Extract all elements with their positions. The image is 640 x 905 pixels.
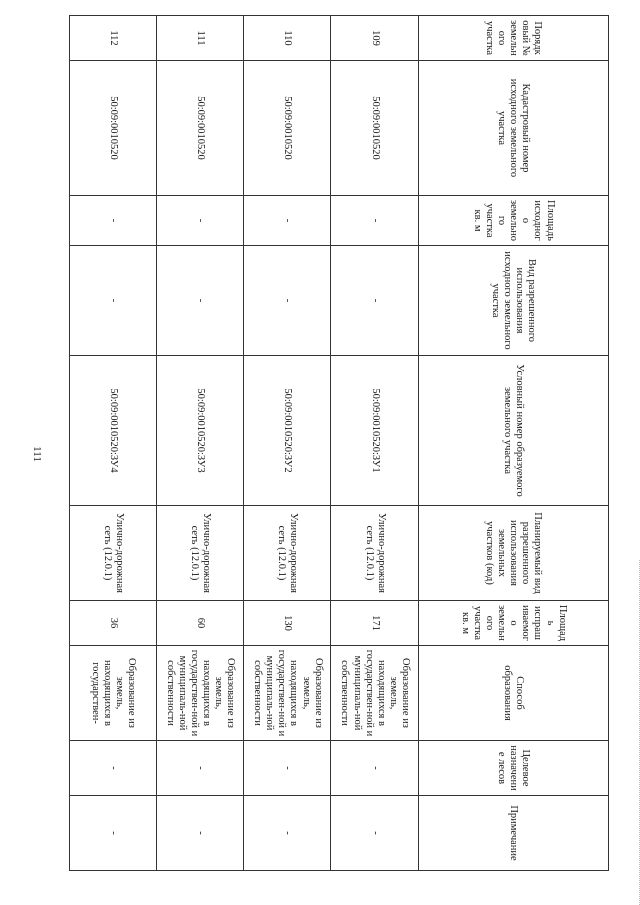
cell-source-area: - xyxy=(157,196,244,246)
cell-cadastral-number: 50:09:0010520 xyxy=(331,61,418,196)
cell-note: - xyxy=(331,796,418,871)
cell-formation-method: Образование из земель, находящихся в государствен-ной и муниципаль-ной собственности xyxy=(331,646,418,741)
cell-source-permitted-use: - xyxy=(157,246,244,356)
cell-source-area: - xyxy=(244,196,331,246)
cell-requested-area: 130 xyxy=(244,601,331,646)
cell-plot-number: 111 xyxy=(157,16,244,61)
header-plot-number: Порядковый № земельного участка xyxy=(418,16,608,61)
cell-forest-purpose: - xyxy=(157,741,244,796)
table-row xyxy=(244,16,331,871)
cell-plot-number: 112 xyxy=(70,16,157,61)
cell-forest-purpose: - xyxy=(70,741,157,796)
cell-source-permitted-use: - xyxy=(244,246,331,356)
cell-plot-number: 110 xyxy=(244,16,331,61)
cell-source-area: - xyxy=(331,196,418,246)
cell-requested-area: 36 xyxy=(70,601,157,646)
header-cadastral-number: Кадастровый номер исходного земельного участка xyxy=(418,61,608,196)
header-planned-use: Планируемый вид разрешенного использования земельных участков (код) xyxy=(418,506,608,601)
cell-conditional-number: 50:09:0010520:ЗУ2 xyxy=(244,356,331,506)
cell-forest-purpose: - xyxy=(331,741,418,796)
cell-note: - xyxy=(157,796,244,871)
cell-conditional-number: 50:09:0010520:ЗУ4 xyxy=(70,356,157,506)
land-plots-table xyxy=(69,15,609,870)
cell-planned-use: Улично-дорожная сеть (12.0.1) xyxy=(157,506,244,601)
header-requested-area: Площадь испрашиваемого земельного участка кв. м xyxy=(418,601,608,646)
header-note: Примечание xyxy=(418,796,608,871)
cell-cadastral-number: 50:09:0010520 xyxy=(244,61,331,196)
header-forest-purpose: Целевое назначение лесов xyxy=(418,741,608,796)
header-conditional-number: Условный номер образуемого земельного участка xyxy=(418,356,608,506)
cell-planned-use: Улично-дорожная сеть (12.0.1) xyxy=(331,506,418,601)
cell-conditional-number: 50:09:0010520:ЗУ3 xyxy=(157,356,244,506)
cell-requested-area: 171 xyxy=(331,601,418,646)
cell-cadastral-number: 50:09:0010520 xyxy=(157,61,244,196)
header-formation-method: Способ образования xyxy=(418,646,608,741)
cell-conditional-number: 50:09:0010520:ЗУ1 xyxy=(331,356,418,506)
cell-cadastral-number: 50:09:0010520 xyxy=(70,61,157,196)
cell-requested-area: 60 xyxy=(157,601,244,646)
cell-source-permitted-use: - xyxy=(331,246,418,356)
table-row xyxy=(157,16,244,871)
cell-source-area: - xyxy=(70,196,157,246)
cell-source-permitted-use: - xyxy=(70,246,157,356)
header-source-area: Площадь исходного земельного участка кв. м xyxy=(418,196,608,246)
cell-formation-method: Образование из земель, находящихся в государствен- xyxy=(70,646,157,741)
header-source-permitted-use: Вид разрешенного использования исходного земельного участка xyxy=(418,246,608,356)
table-row xyxy=(331,16,418,871)
cell-formation-method: Образование из земель, находящихся в государствен-ной и муниципаль-ной собственности xyxy=(244,646,331,741)
cell-plot-number: 109 xyxy=(331,16,418,61)
table-row xyxy=(70,16,157,871)
cell-note: - xyxy=(70,796,157,871)
cell-note: - xyxy=(244,796,331,871)
page-number: 111 xyxy=(31,446,43,462)
cell-planned-use: Улично-дорожная сеть (12.0.1) xyxy=(70,506,157,601)
cell-formation-method: Образование из земель, находящихся в государствен-ной и муниципаль-ной собственности xyxy=(157,646,244,741)
cell-forest-purpose: - xyxy=(244,741,331,796)
table-header-row xyxy=(418,16,608,871)
cell-planned-use: Улично-дорожная сеть (12.0.1) xyxy=(244,506,331,601)
